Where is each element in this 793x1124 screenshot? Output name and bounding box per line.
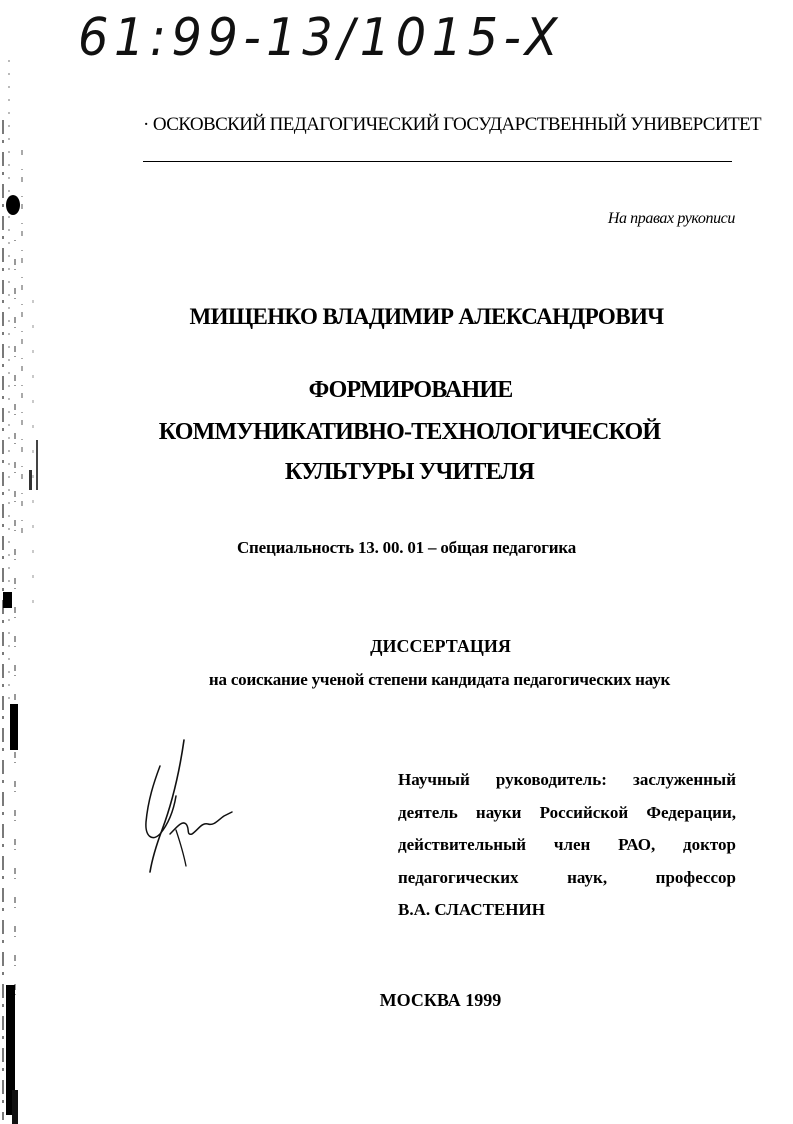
header-rule xyxy=(143,161,732,162)
supervisor-line-3: действительный член РАО, доктор xyxy=(398,835,736,854)
supervisor-name: В.А. СЛАСТЕНИН xyxy=(398,900,545,919)
catalogue-number-handwritten: 61:99-13/1015-X xyxy=(78,8,564,68)
dissertation-purpose: на соискание ученой степени кандидата педагогических наук xyxy=(208,670,671,689)
university-name: · ОСКОВСКИЙ ПЕДАГОГИЧЕСКИЙ ГОСУДАРСТВЕННЫЙ УНИВЕРСИТЕТ xyxy=(143,114,761,135)
specialty-code: Специальность 13. 00. 01 – общая педагогика xyxy=(236,538,577,557)
scan-edge-artifact xyxy=(0,0,40,1124)
signature-mark xyxy=(140,738,235,878)
supervisor-line-2: деятель науки Российской Федерации, xyxy=(398,802,736,822)
supervisor-line-4: педагогических наук, профессор xyxy=(398,867,736,887)
title-line-2: КОММУНИКАТИВНО-ТЕХНОЛОГИЧЕСКОЙ xyxy=(158,419,661,445)
author-name: МИЩЕНКО ВЛАДИМИР АЛЕКСАНДРОВИЧ xyxy=(189,304,664,329)
supervisor-line-1: Научный руководитель: заслуженный xyxy=(398,770,736,789)
dissertation-label: ДИССЕРТАЦИЯ xyxy=(370,636,511,656)
title-line-3: КУЛЬТУРЫ УЧИТЕЛЯ xyxy=(284,459,535,485)
scientific-supervisor xyxy=(398,764,736,927)
title-line-1: ФОРМИРОВАНИЕ xyxy=(308,377,513,403)
manuscript-rights-note: На правах рукописи xyxy=(607,210,735,227)
city-and-year: МОСКВА 1999 xyxy=(379,990,502,1010)
